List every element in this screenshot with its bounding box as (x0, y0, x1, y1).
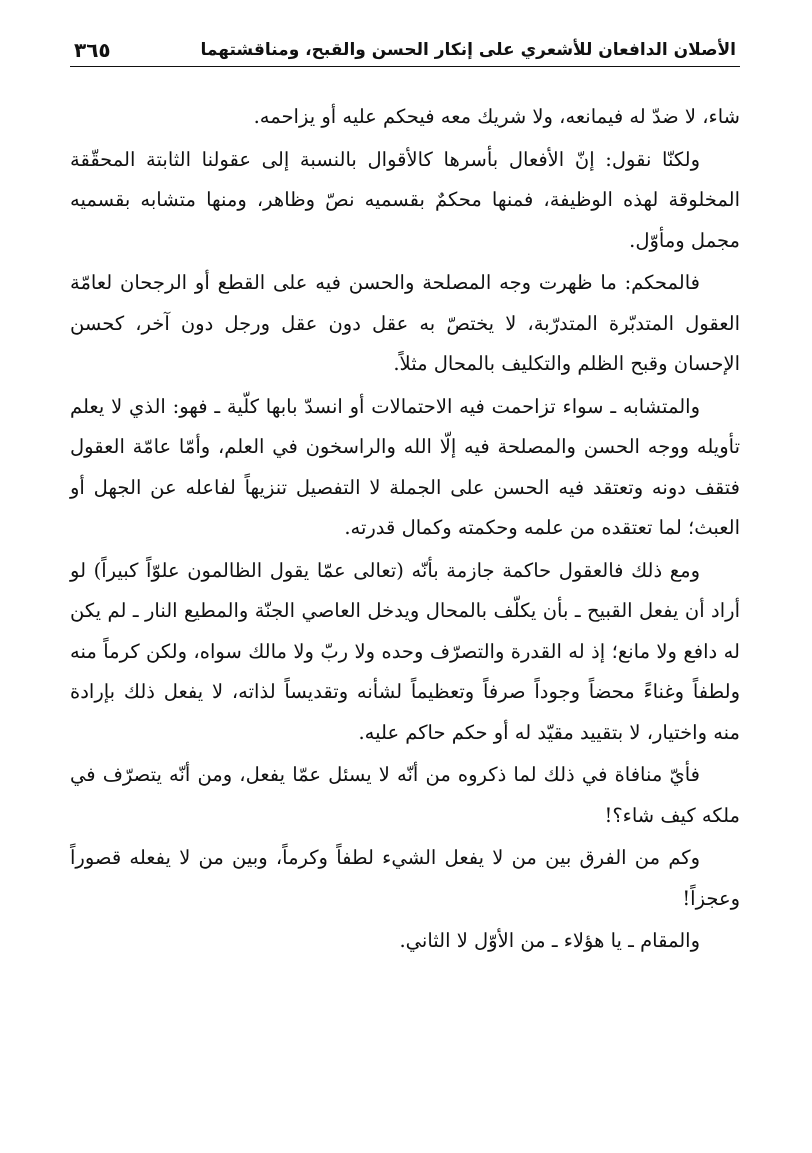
paragraph-actions-like-words: ولكنّا نقول: إنّ الأفعال بأسرها كالأقوال بالنسبة إلى عقولنا الثابتة المحقّقة المخلوقة لهذه الوظيفة، فمنها محكمٌ بقسميه نصّ وظاهر، ومنها متشابه بقسميه مجمل ومأوّل. (70, 147, 740, 252)
paragraph-difference: وكم من الفرق بين من لا يفعل الشيء لطفاً وكرماً، وبين من لا يفعله قصوراً وعجزاً! (70, 846, 740, 910)
page-number: ٣٦٥ (74, 38, 111, 62)
running-header (70, 30, 740, 67)
paragraph-mutashabih-definition: والمتشابه ـ سواء تزاحمت فيه الاحتمالات أو انسدّ بابها كلّية ـ فهو: الذي لا يعلم تأويله ووجه الحسن والمصلحة فيه إلّا الله والراسخون في العلم، وأمّا عامّة العقول فتقف دونه وتعتقد فيه الحسن على الجملة لا التفصيل تنزيهاً لفاعله عن الجهل أو العبث؛ لما تعتقده من علمه وحكمته وكمال قدرته. (70, 394, 740, 539)
paragraph-muhkam-definition: فالمحكم: ما ظهرت وجه المصلحة والحسن فيه على القطع أو الرجحان لعامّة العقول المتدبّرة المتدرّبة، لا يختصّ به عقل دون عقل ورجل دون آخر، كحسن الإحسان وقبح الظلم والتكليف بالمحال مثلاً. (70, 271, 740, 375)
paragraph-reason-judgement: ومع ذلك فالعقول حاكمة جازمة بأنّه (تعالى عمّا يقول الظالمون علوّاً كبيراً) لو أراد أن يفعل القبيح ـ بأن يكلّف بالمحال ويدخل العاصي الجنّة والمطيع النار ـ لم يكن له دافع ولا مانع؛ إذ له القدرة والتصرّف وحده ولا ربّ ولا مالك سواه، ولكن كرماً منه ولطفاً وغناءً محضاً وجوداً صرفاً وتعظيماً لشأنه وتقديساً لذاته، لا يفعل ذلك بإرادة منه واختيار، لا بتقييد مقيّد له أو حكم حاكم عليه. (70, 558, 740, 744)
book-page (70, 30, 740, 1120)
body-text (70, 97, 740, 962)
running-header-title: الأصلان الدافعان للأشعري على إنكار الحسن والقبح، ومناقشتهما (200, 40, 736, 60)
paragraph-no-contradiction: فأيّ منافاة في ذلك لما ذكروه من أنّه لا يسئل عمّا يفعل، ومن أنّه يتصرّف في ملكه كيف شاء؟! (70, 763, 740, 827)
paragraph-conclusion: والمقام ـ يا هؤلاء ـ من الأوّل لا الثاني. (399, 929, 700, 952)
paragraph-continuation: شاء، لا ضدّ له فيمانعه، ولا شريك معه فيحكم عليه أو يزاحمه. (253, 105, 740, 128)
